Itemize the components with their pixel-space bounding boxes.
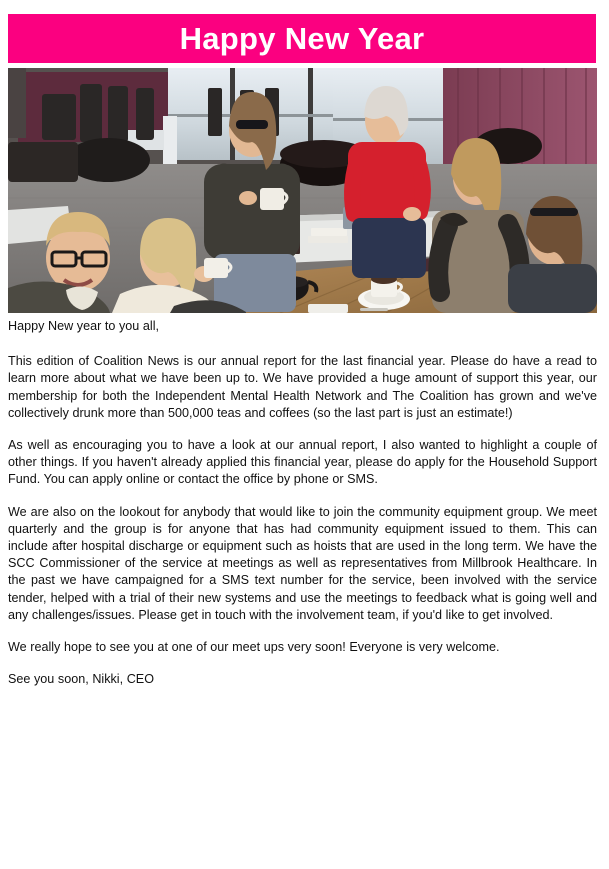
page-title: Happy New Year xyxy=(179,21,425,56)
paragraph-2: As well as encouraging you to have a look at our annual report, I also wanted to highlight a couple of other things. If you haven't already applied this financial year, please do apply for the Household Support Fund. You can apply online or contact the office by phone or SMS. xyxy=(8,438,597,487)
hero-photo xyxy=(8,68,597,313)
signoff-line: See you soon, Nikki, CEO xyxy=(8,672,154,687)
cafe-photo-illustration xyxy=(8,68,597,313)
article-body xyxy=(8,318,597,688)
header-banner xyxy=(8,14,596,63)
greeting-line: Happy New year to you all, xyxy=(8,319,159,333)
paragraph-1: This edition of Coalition News is our annual report for the last financial year. Please do have a read to learn more about what we have been up to. We have provided a huge amount of support this year, our membership for both the Independent Mental Health Network and The Coalition has grown and we've collectively drunk more than 500,000 teas and coffees (so the last part is just an estimate!) xyxy=(8,354,597,420)
paragraph-4: We really hope to see you at one of our meet ups very soon! Everyone is very welcome. xyxy=(8,640,500,655)
paragraph-3: We are also on the lookout for anybody that would like to join the community equipment group. We meet quarterly and the group is for anyone that has had community equipment issued to them. This can include after hospital discharge or equipment such as hoists that are used in the long term. We have the SCC Commissioner of the service at meetings as well as representatives from Millbrook Healthcare. In the past we have campaigned for a SMS text number for the service, been involved with the service tender, helped with a trial of their new systems and use the meetings to feedback what is going well and any challenges/issues. Please get in touch with the involvement team, if you'd like to get involved. xyxy=(8,504,597,622)
